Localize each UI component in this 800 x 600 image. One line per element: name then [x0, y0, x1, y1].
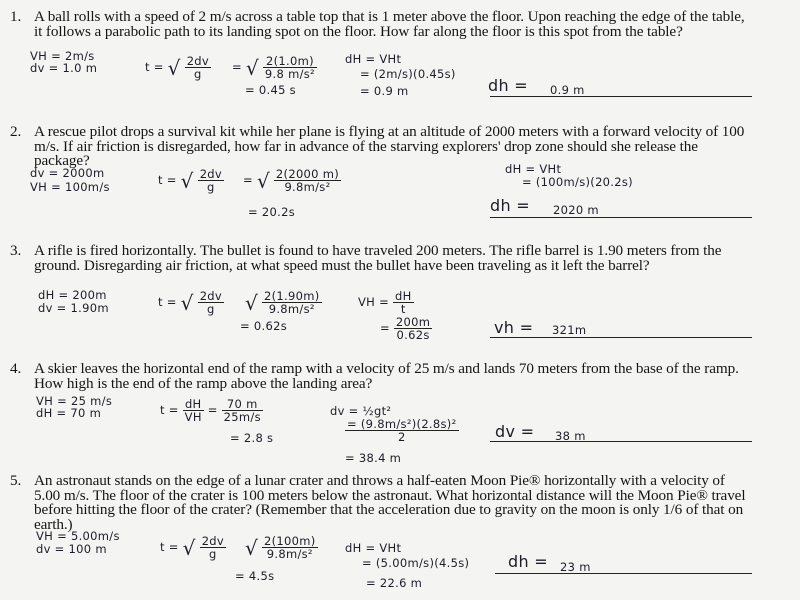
time-result: = 0.62s	[240, 319, 287, 333]
time-formula: t = √ $\frac{2dv}{g}$	[145, 54, 210, 81]
given-dv: dv = 2000m	[30, 166, 105, 180]
question-text	[10, 362, 750, 391]
time-substitution: = √ $\frac{2(1.0m)}{\text{9.8 m/s²}}$	[232, 54, 315, 81]
question-number: 4.	[10, 360, 22, 377]
time-formula: t = √ $\frac{2dv}{g}$	[158, 289, 223, 316]
dist-substitution: = (2m/s)(0.45s)	[360, 67, 456, 81]
given-vh: VH = 5.00m/s	[36, 529, 120, 543]
given-dh: dH = 70 m	[36, 406, 102, 420]
answer-value: 2020 m	[553, 203, 599, 217]
time-formula: t = √ $\frac{2dv}{g}$	[158, 167, 223, 194]
answer-line	[490, 96, 752, 97]
given-vh: VH = 2m/s	[30, 49, 95, 63]
answer-label: dh =	[490, 196, 530, 215]
given-dv: dv = 1.0 m	[30, 61, 98, 75]
dist-result: = 0.9 m	[360, 84, 409, 98]
time-result: = 20.2s	[248, 205, 295, 219]
answer-line	[490, 337, 752, 338]
vel-formula: VH = $\frac{dH}{t}$	[358, 289, 412, 316]
question-body: A rescue pilot drops a survival kit while her plane is flying at an altitude of 2000 meters with a forward velocity of 100 m/s. If air friction is disregarded, how far in advance of the starving explorers' drop zone should she release the package?	[34, 123, 745, 170]
answer-value: 0.9 m	[550, 83, 585, 97]
question-number: 2.	[10, 123, 22, 140]
given-dh: dH = 200m	[38, 288, 107, 302]
answer-label: vh =	[494, 318, 534, 337]
given-dv: dv = 1.90m	[38, 301, 109, 315]
dist-result: = 22.6 m	[366, 576, 423, 590]
time-result: = 4.5s	[235, 569, 275, 583]
answer-label: dh =	[508, 552, 548, 571]
answer-value: 23 m	[560, 560, 591, 574]
answer-line	[490, 441, 752, 442]
vel-substitution: = $\frac{200m}{0.62s}$	[380, 315, 431, 342]
given-dv: dv = 100 m	[36, 542, 107, 556]
time-result: = 2.8 s	[230, 431, 274, 445]
dist-formula: dH = VHt	[505, 162, 562, 176]
answer-line	[495, 573, 752, 574]
answer-label: dh =	[488, 76, 528, 95]
question-number: 5.	[10, 472, 22, 489]
question-body: An astronaut stands on the edge of a lunar crater and throws a half-eaten Moon Pie® horizontally with a velocity of 5.00 m/s. The floor of the crater is 100 meters below the astronaut. What horizontal distance will the Moon Pie® travel before hitting the floor of the crater? (Remember that the acceleration due to gravity on the moon is only 1/6 of that on earth.)	[34, 472, 746, 533]
question-body: A skier leaves the horizontal end of the ramp with a velocity of 25 m/s and lands 70 meters from the base of the ramp. How high is the end of the ramp above the landing area?	[34, 360, 739, 392]
time-substitution: = √ $\frac{2(2000 m)}{\text{9.8m/s²}}$	[243, 167, 340, 194]
time-result: = 0.45 s	[245, 83, 296, 97]
question-text	[10, 474, 750, 532]
answer-label: dv =	[495, 422, 535, 441]
given-vh: VH = 100m/s	[30, 180, 110, 194]
time-substitution: √ $\frac{2(100m)}{\text{9.8m/s²}}$	[245, 534, 316, 561]
time-formula: t = √ $\frac{2dv}{g}$	[160, 534, 225, 561]
question-number: 3.	[10, 242, 22, 259]
dist-formula: dH = VHt	[345, 541, 402, 555]
sqrt-symbol: √	[167, 55, 181, 80]
question-body: A rifle is fired horizontally. The bullet is found to have traveled 200 meters. The rifle barrel is 1.90 meters from the ground. Disregarding air friction, at what speed must the bullet have been traveling as it left the barrel?	[34, 242, 722, 274]
answer-value: 321m	[552, 323, 587, 337]
dist-result: = 38.4 m	[345, 451, 402, 465]
time-formula: t = $\frac{dH}{VH}$ = $\frac{70 m}{25m/s}$	[160, 397, 261, 424]
dist-substitution: $\frac{\text{= (9.8m/s²)(2.8s)²}}{2}$	[347, 417, 457, 444]
answer-value: 38 m	[555, 429, 586, 443]
answer-line	[490, 217, 752, 218]
question-text	[10, 244, 750, 273]
time-substitution: √ $\frac{2(1.90m)}{\text{9.8m/s²}}$	[245, 289, 320, 316]
question-text	[10, 10, 750, 39]
question-number: 1.	[10, 8, 22, 25]
dist-formula: dv = ½gt²	[330, 404, 392, 418]
given-vh: VH = 25 m/s	[36, 394, 113, 408]
question-text	[10, 125, 750, 169]
dist-substitution: = (5.00m/s)(4.5s)	[362, 556, 470, 570]
dist-substitution: = (100m/s)(20.2s)	[522, 175, 633, 189]
dist-formula: dH = VHt	[345, 52, 402, 66]
question-body: A ball rolls with a speed of 2 m/s across a table top that is 1 meter above the floor. Upon reaching the edge of the table, it follows a parabolic path to its landing spot on the floor. How far along the floor is this spot from the table?	[34, 8, 745, 40]
